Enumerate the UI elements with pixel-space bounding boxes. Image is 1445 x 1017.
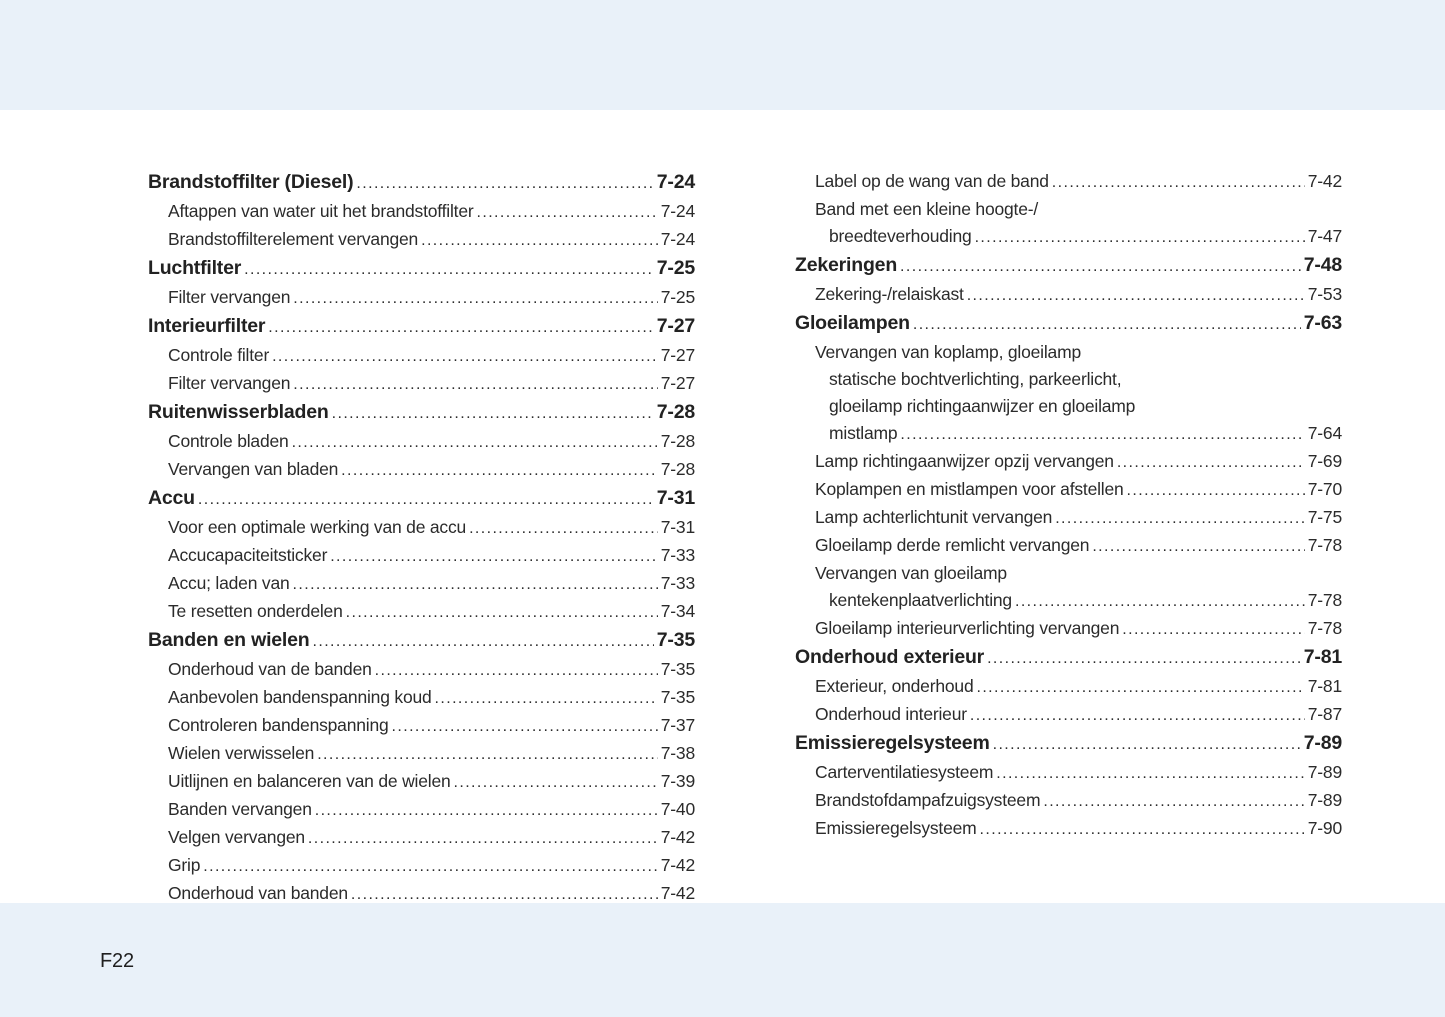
- page-footer-label: F22: [100, 950, 134, 972]
- toc-page-number: 7-27: [656, 315, 695, 337]
- toc-entry-sub: [795, 504, 1342, 532]
- toc-entry-sub: [795, 759, 1342, 787]
- toc-page-number: 7-35: [660, 687, 695, 707]
- toc-entry-sub: [795, 196, 1342, 251]
- toc-entry-label: mistlamp: [829, 423, 898, 443]
- toc-line: [168, 684, 695, 712]
- toc-entry-label: Filter vervangen: [168, 373, 291, 393]
- dot-leader: [330, 542, 658, 570]
- toc-page-number: 7-70: [1307, 479, 1342, 499]
- toc-page-number: 7-38: [660, 743, 695, 763]
- toc-page-number: 7-75: [1307, 507, 1342, 527]
- toc-entry-label: statische bochtverlichting, parkeerlicht,: [829, 369, 1122, 389]
- toc-entry-label: Accucapaciteitsticker: [168, 545, 328, 565]
- toc-line: [148, 398, 695, 428]
- toc-page-number: 7-42: [660, 855, 695, 875]
- footer-band: [0, 903, 1445, 1017]
- toc-line: [168, 542, 695, 570]
- toc-entry-label: Wielen verwisselen: [168, 743, 315, 763]
- toc-page-number: 7-53: [1307, 284, 1342, 304]
- dot-leader: [421, 226, 658, 254]
- toc-entry-label: Vervangen van bladen: [168, 459, 339, 479]
- toc-line: [168, 824, 695, 852]
- toc-page-number: 7-28: [656, 401, 695, 423]
- toc-page-number: 7-28: [660, 431, 695, 451]
- toc-line: [168, 456, 695, 484]
- toc-page-number: 7-27: [660, 373, 695, 393]
- dot-leader: [332, 398, 654, 428]
- toc-line: [148, 312, 695, 342]
- toc-entry-label: Controle filter: [168, 345, 270, 365]
- dot-leader: [1122, 615, 1305, 643]
- toc-line: [815, 560, 1342, 587]
- toc-entry-sub: [795, 281, 1342, 309]
- toc-entry-sub: [795, 615, 1342, 643]
- dot-leader: [454, 768, 658, 796]
- toc-entry-sub: [795, 448, 1342, 476]
- toc-entry-main: [148, 484, 695, 514]
- toc-column-left: [148, 168, 695, 908]
- toc-entry-label: Accu: [148, 487, 195, 509]
- toc-page-number: 7-35: [660, 659, 695, 679]
- dot-leader: [317, 740, 658, 768]
- toc-line: [815, 448, 1342, 476]
- toc-line: [815, 701, 1342, 729]
- toc-page-number: 7-89: [1307, 762, 1342, 782]
- dot-leader: [1043, 787, 1304, 815]
- toc-line: [168, 226, 695, 254]
- toc-entry-sub: [148, 284, 695, 312]
- toc-entry-label: Gloeilamp derde remlicht vervangen: [815, 535, 1090, 555]
- toc-page-number: 7-78: [1307, 535, 1342, 555]
- dot-leader: [1092, 532, 1304, 560]
- dot-leader: [293, 284, 657, 312]
- dot-leader: [244, 254, 654, 284]
- toc-page-number: 7-25: [660, 287, 695, 307]
- toc-page-number: 7-64: [1307, 423, 1342, 443]
- toc-line: [815, 196, 1342, 223]
- toc-page-number: 7-24: [656, 171, 695, 193]
- toc-page-number: 7-48: [1303, 254, 1342, 276]
- toc-entry-sub: [148, 712, 695, 740]
- toc-entry-label: Exterieur, onderhoud: [815, 676, 974, 696]
- toc-entry-label: Gloeilamp interieurverlichting vervangen: [815, 618, 1120, 638]
- toc-entry-sub: [148, 370, 695, 398]
- toc-entry-label: Band met een kleine hoogte-/: [815, 199, 1039, 219]
- dot-leader: [293, 570, 658, 598]
- toc-entry-sub: [795, 673, 1342, 701]
- toc-page-number: 7-39: [660, 771, 695, 791]
- toc-line: [168, 768, 695, 796]
- toc-line: [795, 309, 1342, 339]
- toc-entry-label: breedteverhouding: [829, 226, 972, 246]
- toc-page-number: 7-78: [1307, 590, 1342, 610]
- toc-line: [815, 787, 1342, 815]
- dot-leader: [308, 824, 658, 852]
- dot-leader: [970, 701, 1305, 729]
- toc-entry-sub: [148, 542, 695, 570]
- dot-leader: [913, 309, 1301, 339]
- dot-leader: [1015, 587, 1305, 615]
- dot-leader: [268, 312, 653, 342]
- toc-entry-label: Velgen vervangen: [168, 827, 305, 847]
- toc-entry-sub: [148, 342, 695, 370]
- dot-leader: [1052, 168, 1305, 196]
- toc-entry-label: Controleren bandenspanning: [168, 715, 389, 735]
- dot-leader: [292, 428, 658, 456]
- toc-page-number: 7-35: [656, 629, 695, 651]
- toc-line: [168, 712, 695, 740]
- toc-line: [168, 514, 695, 542]
- toc-entry-label: Onderhoud van de banden: [168, 659, 372, 679]
- dot-leader: [469, 514, 658, 542]
- toc-line: [815, 476, 1342, 504]
- toc-entry-sub: [795, 560, 1342, 615]
- toc-entry-sub: [795, 815, 1342, 843]
- toc-entry-sub: [795, 787, 1342, 815]
- toc-entry-label: Te resetten onderdelen: [168, 601, 343, 621]
- toc-entry-sub: [148, 768, 695, 796]
- toc-entry-label: Onderhoud interieur: [815, 704, 967, 724]
- dot-leader: [272, 342, 658, 370]
- dot-leader: [900, 420, 1304, 448]
- toc-entry-label: Onderhoud exterieur: [795, 646, 985, 668]
- toc-page-number: 7-63: [1303, 312, 1342, 334]
- toc-page-number: 7-37: [660, 715, 695, 735]
- toc-line: [168, 740, 695, 768]
- toc-page-number: 7-42: [660, 883, 695, 903]
- toc-entry-label: Carterventilatiesysteem: [815, 762, 994, 782]
- dot-leader: [1055, 504, 1305, 532]
- toc-line: [168, 428, 695, 456]
- dot-leader: [1117, 448, 1305, 476]
- toc-line: [815, 759, 1342, 787]
- toc-entry-sub: [148, 428, 695, 456]
- toc-page-number: 7-33: [660, 573, 695, 593]
- toc-entry-main: [795, 251, 1342, 281]
- dot-leader: [993, 729, 1301, 759]
- dot-leader: [203, 852, 658, 880]
- toc-entry-label: Voor een optimale werking van de accu: [168, 517, 467, 537]
- toc-page-number: 7-89: [1303, 732, 1342, 754]
- toc-entry-label: Brandstoffilterelement vervangen: [168, 229, 419, 249]
- toc-entry-label: Vervangen van gloeilamp: [815, 563, 1007, 583]
- dot-leader: [392, 712, 658, 740]
- toc-page-number: 7-87: [1307, 704, 1342, 724]
- toc-line: [815, 281, 1342, 309]
- toc-entry-main: [795, 729, 1342, 759]
- toc-line: [148, 626, 695, 656]
- toc-line: [815, 504, 1342, 532]
- toc-entry-sub: [148, 226, 695, 254]
- toc-line: [815, 339, 1342, 366]
- toc-entry-label: Vervangen van koplamp, gloeilamp: [815, 342, 1081, 362]
- toc-entry-label: Controle bladen: [168, 431, 289, 451]
- toc-entry-label: Banden vervangen: [168, 799, 312, 819]
- toc-line: [168, 198, 695, 226]
- toc-entry-label: Aftappen van water uit het brandstoffilter: [168, 201, 474, 221]
- toc-entry-label: Uitlijnen en balanceren van de wielen: [168, 771, 451, 791]
- toc-entry-label: Banden en wielen: [148, 629, 310, 651]
- toc-entry-sub: [148, 514, 695, 542]
- dot-leader: [967, 281, 1305, 309]
- toc-entry-main: [148, 398, 695, 428]
- toc-entry-sub: [148, 880, 695, 908]
- toc-entry-label: Accu; laden van: [168, 573, 290, 593]
- toc-entry-label: Gloeilampen: [795, 312, 910, 334]
- toc-entry-main: [148, 312, 695, 342]
- toc-entry-label: Filter vervangen: [168, 287, 291, 307]
- toc-line: [148, 168, 695, 198]
- toc-page-number: 7-81: [1303, 646, 1342, 668]
- dot-leader: [375, 656, 658, 684]
- toc-entry-label: Lamp richtingaanwijzer opzij vervangen: [815, 451, 1114, 471]
- toc-page-number: 7-33: [660, 545, 695, 565]
- toc-page-number: 7-78: [1307, 618, 1342, 638]
- toc-page-number: 7-90: [1307, 818, 1342, 838]
- toc-line: [815, 168, 1342, 196]
- header-band: [0, 0, 1445, 110]
- toc-entry-sub: [795, 532, 1342, 560]
- toc-page-number: 7-25: [656, 257, 695, 279]
- toc-page-number: 7-31: [656, 487, 695, 509]
- toc-entry-sub: [795, 476, 1342, 504]
- toc-line: [168, 570, 695, 598]
- toc-entry-sub: [148, 796, 695, 824]
- dot-leader: [293, 370, 657, 398]
- toc-entry-main: [795, 643, 1342, 673]
- toc-line: [815, 393, 1342, 420]
- toc-entry-sub: [148, 198, 695, 226]
- toc-entry-label: Aanbevolen bandenspanning koud: [168, 687, 432, 707]
- toc-entry-main: [148, 254, 695, 284]
- dot-leader: [198, 484, 654, 514]
- toc-line: [815, 615, 1342, 643]
- toc-page-number: 7-81: [1307, 676, 1342, 696]
- dot-leader: [435, 684, 658, 712]
- toc-entry-label: Emissieregelsysteem: [815, 818, 977, 838]
- toc-line: [795, 643, 1342, 673]
- dot-leader: [341, 456, 658, 484]
- toc-entry-label: Lamp achterlichtunit vervangen: [815, 507, 1053, 527]
- toc-entry-sub: [148, 656, 695, 684]
- toc-entry-label: Luchtfilter: [148, 257, 242, 279]
- toc-entry-sub: [795, 701, 1342, 729]
- dot-leader: [315, 796, 658, 824]
- toc-entry-main: [148, 626, 695, 656]
- toc-page-number: 7-42: [1307, 171, 1342, 191]
- toc-entry-label: Zekering-/relaiskast: [815, 284, 964, 304]
- toc-entry-label: Emissieregelsysteem: [795, 732, 990, 754]
- toc-line: [168, 852, 695, 880]
- toc-entry-label: Interieurfilter: [148, 315, 266, 337]
- toc-page-number: 7-27: [660, 345, 695, 365]
- toc-entry-main: [148, 168, 695, 198]
- toc-line: [795, 729, 1342, 759]
- toc-line: [168, 656, 695, 684]
- toc-entry-label: kentekenplaatverlichting: [829, 590, 1012, 610]
- toc-entry-label: Brandstoffilter (Diesel): [148, 171, 354, 193]
- dot-leader: [900, 251, 1301, 281]
- toc-line: [168, 284, 695, 312]
- toc-line: [815, 587, 1342, 615]
- toc-entry-label: Zekeringen: [795, 254, 898, 276]
- toc-entry-sub: [795, 168, 1342, 196]
- toc-entry-sub: [148, 570, 695, 598]
- toc-line: [815, 815, 1342, 843]
- dot-leader: [980, 815, 1305, 843]
- toc-line: [168, 880, 695, 908]
- dot-leader: [976, 673, 1304, 701]
- dot-leader: [1127, 476, 1305, 504]
- toc-entry-label: Ruitenwisserbladen: [148, 401, 329, 423]
- toc-entry-label: Brandstofdampafzuigsysteem: [815, 790, 1041, 810]
- toc-page-number: 7-69: [1307, 451, 1342, 471]
- toc-line: [815, 366, 1342, 393]
- toc-entry-sub: [148, 684, 695, 712]
- toc-entry-label: Grip: [168, 855, 201, 875]
- toc-page-number: 7-34: [660, 601, 695, 621]
- toc-line: [168, 796, 695, 824]
- toc-entry-sub: [148, 824, 695, 852]
- toc-entry-sub: [795, 339, 1342, 448]
- dot-leader: [351, 880, 658, 908]
- toc-page-number: 7-24: [660, 229, 695, 249]
- toc-line: [148, 254, 695, 284]
- dot-leader: [313, 626, 654, 656]
- toc-page-number: 7-89: [1307, 790, 1342, 810]
- toc-entry-sub: [148, 852, 695, 880]
- toc-line: [795, 251, 1342, 281]
- toc-entry-sub: [148, 456, 695, 484]
- dot-leader: [987, 643, 1301, 673]
- toc-line: [168, 342, 695, 370]
- dot-leader: [477, 198, 658, 226]
- toc-entry-label: gloeilamp richtingaanwijzer en gloeilamp: [829, 396, 1136, 416]
- toc-line: [815, 532, 1342, 560]
- table-of-contents: [148, 168, 1342, 908]
- dot-leader: [975, 223, 1305, 251]
- toc-page-number: 7-42: [660, 827, 695, 847]
- toc-entry-main: [795, 309, 1342, 339]
- dot-leader: [346, 598, 658, 626]
- toc-entry-sub: [148, 740, 695, 768]
- toc-page-number: 7-40: [660, 799, 695, 819]
- toc-line: [815, 420, 1342, 448]
- toc-page-number: 7-31: [660, 517, 695, 537]
- toc-entry-label: Onderhoud van banden: [168, 883, 348, 903]
- toc-line: [168, 370, 695, 398]
- toc-entry-label: Koplampen en mistlampen voor afstellen: [815, 479, 1124, 499]
- toc-entry-sub: [148, 598, 695, 626]
- dot-leader: [996, 759, 1305, 787]
- toc-column-right: [795, 168, 1342, 908]
- toc-line: [148, 484, 695, 514]
- toc-entry-label: Label op de wang van de band: [815, 171, 1049, 191]
- toc-line: [815, 673, 1342, 701]
- toc-line: [168, 598, 695, 626]
- toc-page-number: 7-28: [660, 459, 695, 479]
- toc-line: [815, 223, 1342, 251]
- dot-leader: [356, 168, 653, 198]
- toc-page-number: 7-47: [1307, 226, 1342, 246]
- toc-page-number: 7-24: [660, 201, 695, 221]
